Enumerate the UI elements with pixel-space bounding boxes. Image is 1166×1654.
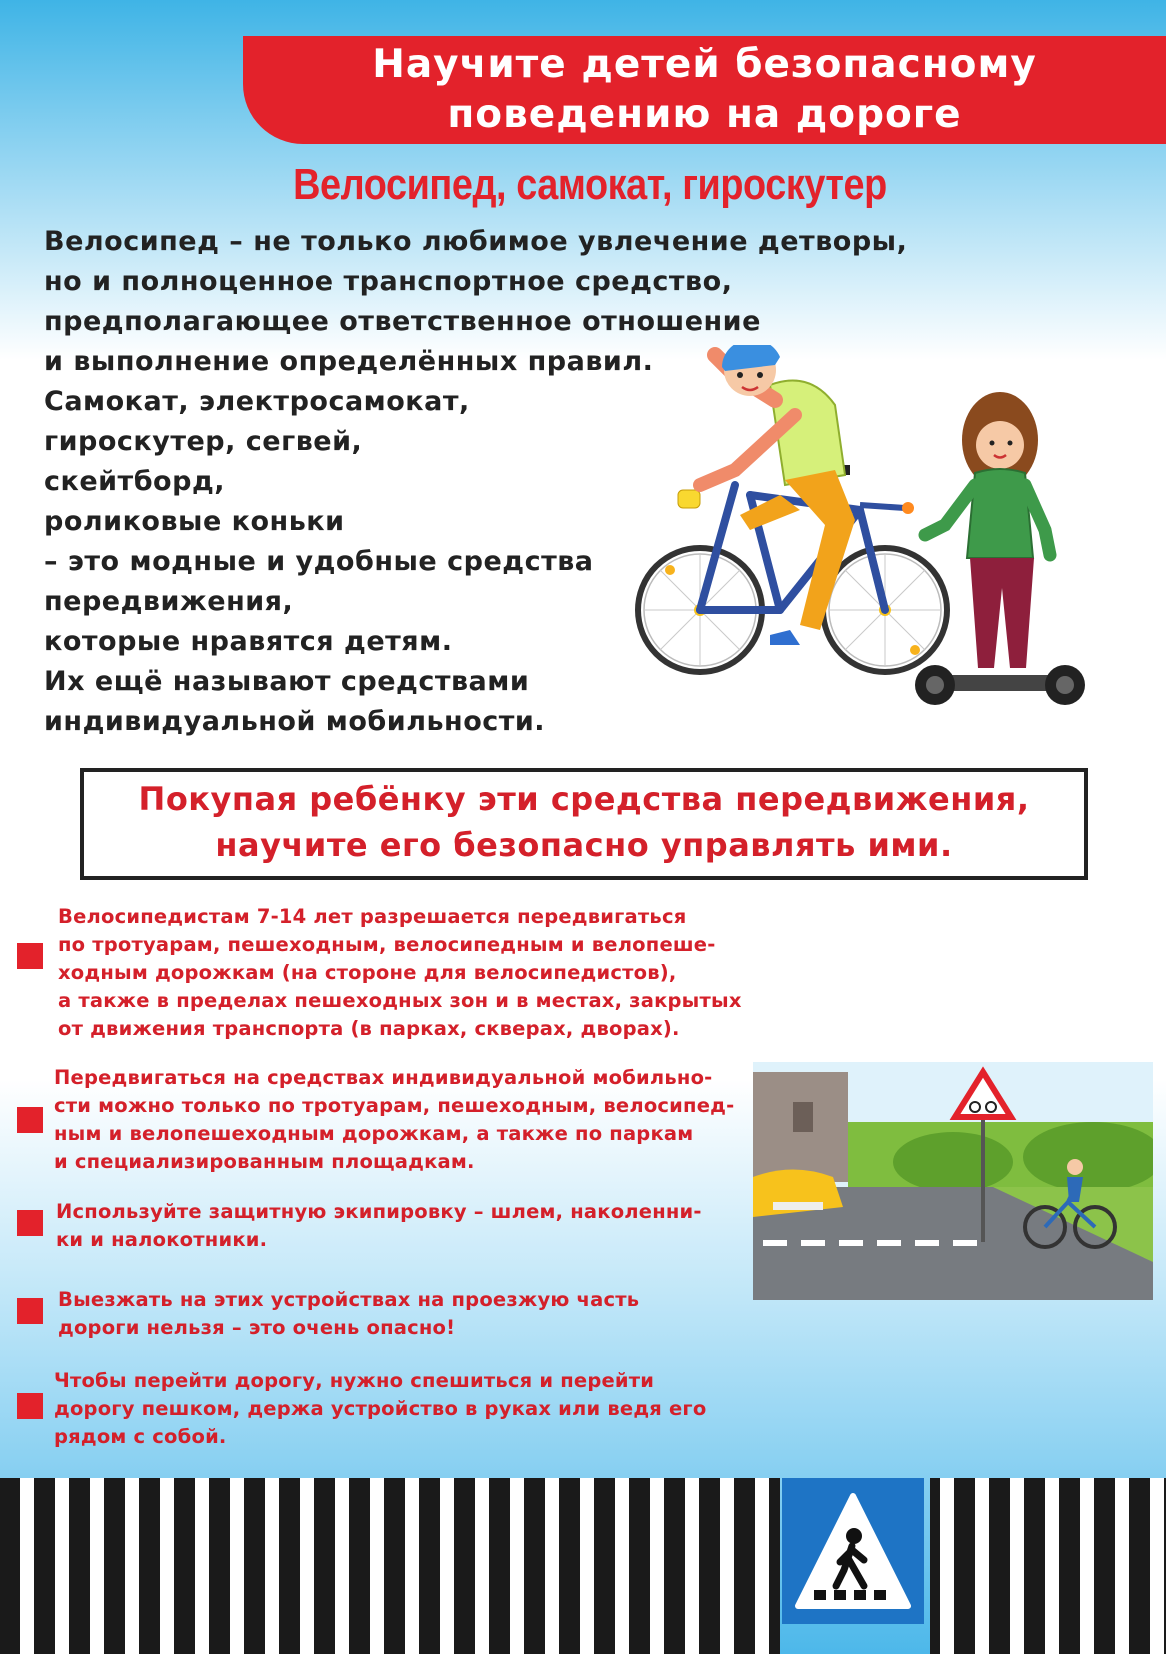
rule-line: сти можно только по тротуарам, пешеходным, велосипед-: [54, 1094, 735, 1117]
bullet-square: [17, 1298, 43, 1324]
crosswalk-stripes-left: [0, 1478, 780, 1654]
stripe: [615, 1478, 629, 1654]
header-banner: [243, 36, 1166, 144]
rule-line: по тротуарам, пешеходным, велосипедным и велопеше-: [58, 933, 716, 956]
bullet-square: [17, 943, 43, 969]
rule-line: а также в пределах пешеходных зон и в местах, закрытых: [58, 989, 742, 1012]
stripe: [335, 1478, 349, 1654]
bullet-square: [17, 1107, 43, 1133]
intro-line: но и полноценное транспортное средство,: [44, 266, 733, 297]
stripe: [940, 1478, 954, 1654]
intro-line: передвижения,: [44, 586, 294, 617]
rule-line: дороги нельзя – это очень опасно!: [58, 1316, 456, 1339]
stripe: [1115, 1478, 1129, 1654]
stripe: [265, 1478, 279, 1654]
stripe: [580, 1478, 594, 1654]
stripe: [975, 1478, 989, 1654]
banner-title-line-1: Научите детей безопасному: [372, 42, 1037, 87]
stripe: [300, 1478, 314, 1654]
rule-line: от движения транспорта (в парках, скверах, дворах).: [58, 1017, 680, 1040]
rule-line: Чтобы перейти дорогу, нужно спешиться и перейти: [54, 1369, 655, 1392]
stripe: [475, 1478, 489, 1654]
banner-title-line-2: поведению на дороге: [447, 92, 962, 137]
crosswalk-stripes-right: [930, 1478, 1166, 1654]
intro-line: предполагающее ответственное отношение: [44, 306, 761, 337]
bullet-square: [17, 1210, 43, 1236]
intro-line: Их ещё называют средствами: [44, 666, 530, 697]
pedestrian-crossing-sign-icon: [782, 1478, 924, 1624]
stripe: [230, 1478, 244, 1654]
stripe: [160, 1478, 174, 1654]
stripe: [685, 1478, 699, 1654]
rule-line: и специализированным площадкам.: [54, 1150, 475, 1173]
stripe: [440, 1478, 454, 1654]
stripe: [20, 1478, 34, 1654]
rule-line: дорогу пешком, держа устройство в руках или ведя его: [54, 1397, 707, 1420]
intro-line: гироскутер, сегвей,: [44, 426, 363, 457]
stripe: [1010, 1478, 1024, 1654]
intro-line: которые нравятся детям.: [44, 626, 453, 657]
stripe: [720, 1478, 734, 1654]
rule-line: Выезжать на этих устройствах на проезжую часть: [58, 1288, 640, 1311]
intro-line: – это модные и удобные средства: [44, 546, 594, 577]
rule-line: Передвигаться на средствах индивидуальной мобильно-: [54, 1066, 713, 1089]
intro-line: Самокат, электросамокат,: [44, 386, 470, 417]
rule-line: Велосипедистам 7-14 лет разрешается передвигаться: [58, 905, 687, 928]
page-subtitle: Велосипед, самокат, гироскутер: [293, 160, 887, 209]
stripe: [90, 1478, 104, 1654]
stripe: [195, 1478, 209, 1654]
road-scene-with-bicycle-sign: [753, 1062, 1153, 1300]
intro-line: скейтборд,: [44, 466, 226, 497]
rule-line: ходным дорожкам (на стороне для велосипедистов),: [58, 961, 677, 984]
stripe: [1080, 1478, 1094, 1654]
stripe: [510, 1478, 524, 1654]
stripe: [545, 1478, 559, 1654]
stripe: [1045, 1478, 1059, 1654]
callout-box: [80, 768, 1088, 880]
stripe: [125, 1478, 139, 1654]
callout-line-2: научите его безопасно управлять ими.: [215, 826, 953, 864]
rule-line: ки и налокотники.: [56, 1228, 268, 1251]
intro-line: и выполнение определённых правил.: [44, 346, 654, 377]
rule-line: рядом с собой.: [54, 1425, 227, 1448]
rule-line: Используйте защитную экипировку – шлем, наколенни-: [56, 1200, 702, 1223]
callout-line-1: Покупая ребёнку эти средства передвижения,: [138, 780, 1030, 818]
intro-line: роликовые коньки: [44, 506, 345, 537]
cyclist-and-hoverboard-girl-illustration: [630, 345, 1100, 745]
stripe: [755, 1478, 769, 1654]
stripe: [55, 1478, 69, 1654]
rule-line: ным и велопешеходным дорожкам, а также по паркам: [54, 1122, 694, 1145]
intro-line: Велосипед – не только любимое увлечение детворы,: [44, 226, 908, 257]
stripe: [1150, 1478, 1164, 1654]
intro-line: индивидуальной мобильности.: [44, 706, 546, 737]
stripe: [370, 1478, 384, 1654]
bullet-square: [17, 1393, 43, 1419]
stripe: [650, 1478, 664, 1654]
stripe: [405, 1478, 419, 1654]
